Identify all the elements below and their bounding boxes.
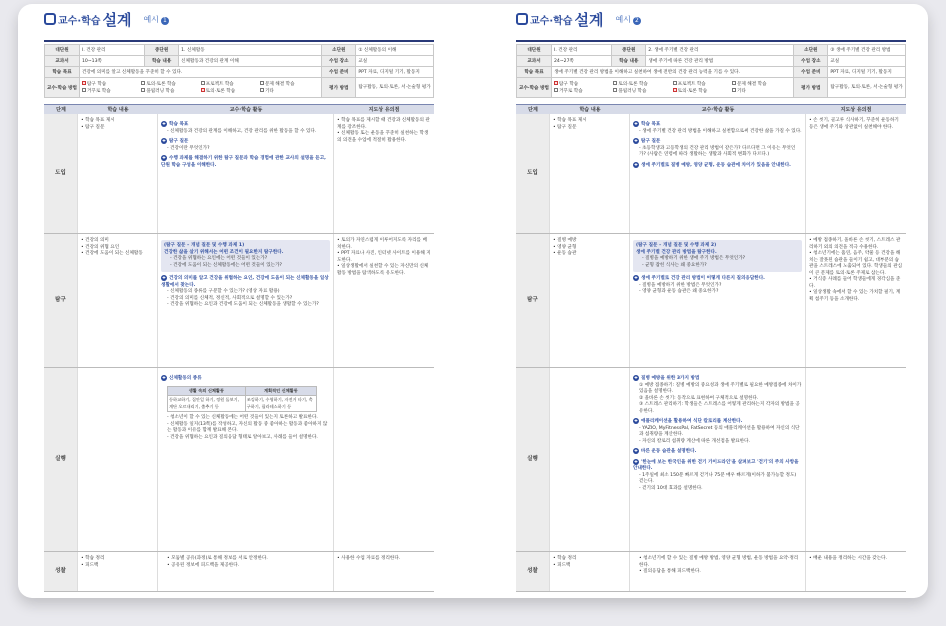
activity-text: - 1주일에 최소 150분 빠르게 걷거나 75분 매우 빠르게(이하가 불가능할 정도) 걷는다. bbox=[639, 472, 797, 484]
method-label: 기타 bbox=[736, 88, 746, 94]
method-item bbox=[673, 81, 732, 88]
book-icon bbox=[44, 13, 56, 25]
meta-cell: 학습 내용 bbox=[612, 56, 646, 67]
column-header: 교수·학습 활동 bbox=[229, 107, 263, 113]
content-item: • 피드백 bbox=[81, 562, 99, 568]
activity-text: - 질병을 예방하기 위한 방법은 무엇인가? bbox=[639, 282, 722, 288]
activity-text: - 초등학생과 고등학생의 건강 관리 방법이 같은가? 다르다면 그 이유는 무엇인가? (사람은 연령에 따라 생활하는 생활과 사회적 변화가 다르다.) bbox=[639, 145, 796, 157]
meta-cell: ① 신체활동의 이해 bbox=[356, 45, 434, 56]
note-cell bbox=[334, 234, 434, 367]
method-item bbox=[732, 88, 791, 95]
method-checkbox[interactable] bbox=[732, 88, 736, 92]
content-cell bbox=[78, 234, 158, 367]
meta-cell: 학습 목표 bbox=[45, 67, 80, 78]
activity-text: - 신체활동의 종류를 구분할 수 있는가? (영상 자료 활용) bbox=[167, 289, 280, 294]
content-item: • 탐구 질문 bbox=[553, 124, 577, 130]
note-item: • 예방 접종하기, 올바른 손 씻기, 스트레스 관리하기 외의 의견을 적극 수용한다. bbox=[809, 238, 901, 250]
meta-cell: 수업 장소 bbox=[322, 56, 356, 67]
header-rule bbox=[44, 40, 434, 42]
method-item bbox=[613, 88, 672, 95]
stage-label: 도입 bbox=[516, 114, 550, 233]
activity-text: • 청소년기에 할 수 있는 질병 예방 방법, 영양 균형 방법, 운동 방법을 요약·정리한다. bbox=[639, 556, 799, 568]
method-checkbox[interactable] bbox=[201, 88, 205, 92]
content-cell bbox=[550, 114, 630, 233]
meta-table bbox=[516, 44, 906, 98]
activity-text: - 청소년이 할 수 있는 신체활동에는 어떤 것들이 있는지 토론하고 발표한다. bbox=[167, 415, 318, 420]
example-text: 예시 bbox=[615, 14, 631, 24]
lesson-grid bbox=[516, 104, 906, 592]
activity-cell bbox=[630, 114, 806, 233]
lesson-grid bbox=[44, 104, 434, 592]
activity-cell bbox=[630, 552, 806, 591]
method-item bbox=[554, 81, 613, 88]
activity-heading: ✚ '한눈에 보는 한국인을 위한 걷기 가이드라인'을 살펴보고 '걷기'의 주의 사항을 안내한다. bbox=[633, 459, 802, 473]
methods-cell bbox=[79, 78, 321, 98]
method-label: 문제 해결 학습 bbox=[736, 81, 767, 87]
meta-cell: 교수·학습 방법 bbox=[517, 78, 552, 98]
column-header: 학습 내용 bbox=[579, 107, 601, 113]
content-item: • 영양 균형 bbox=[553, 244, 577, 250]
logo-title: 설계 bbox=[574, 10, 604, 29]
method-label: 토의·토론 학습 bbox=[677, 88, 708, 94]
activity-type-table bbox=[167, 386, 317, 413]
inquiry-box bbox=[633, 240, 802, 272]
activity-text: • 모둠별 공유(과정)로 통해 정보를 서로 안정한다. bbox=[167, 556, 268, 561]
content-item: • 운동 습관 bbox=[553, 251, 577, 256]
meta-cell: PPT 자료, 디지털 기기, 활동지 bbox=[356, 67, 434, 78]
note-cell bbox=[806, 234, 906, 367]
stage-label: 실행 bbox=[44, 368, 78, 551]
meta-row bbox=[45, 67, 434, 78]
note-item: • 일상생활에서 실천할 수 있는 자신만의 신체활동 방법을 탐색하도록 유도한다. bbox=[337, 264, 429, 276]
content-item: • 학습 목표 제시 bbox=[553, 118, 587, 123]
example-label bbox=[615, 14, 640, 25]
meta-cell: 2. 생애 주기별 건강 관리 bbox=[646, 45, 794, 56]
page-header bbox=[44, 4, 434, 34]
stage-row bbox=[516, 114, 906, 234]
table-header: 생활 속의 신체활동 bbox=[168, 386, 246, 396]
stage-label: 성찰 bbox=[44, 552, 78, 591]
stage-row bbox=[44, 552, 434, 592]
activity-text: - 신체활동과 건강의 관계를 이해하고, 건강 관리를 위한 활동을 할 수 있다. bbox=[167, 128, 317, 134]
activity-text: - 자신의 칼로리 섭취량 계산에 따른 개선점을 발표한다. bbox=[639, 438, 750, 444]
meta-cell: 10~13쪽 bbox=[79, 56, 144, 67]
activity-cell bbox=[158, 552, 334, 591]
method-item bbox=[554, 88, 613, 95]
meta-cell: 대단원 bbox=[517, 45, 552, 56]
note-item: • PPT 자료나 사진, 인터넷 사이트를 이용해 지도한다. bbox=[337, 251, 431, 263]
column-header: 지도상 유의점 bbox=[840, 107, 872, 113]
content-item: • 건강에 도움이 되는 신체활동 bbox=[81, 251, 143, 256]
activity-text: • 공유된 정보에 피드백을 제공한다. bbox=[167, 562, 240, 568]
activity-cell bbox=[158, 234, 334, 367]
method-checkbox[interactable] bbox=[82, 81, 86, 85]
meta-row bbox=[517, 56, 906, 67]
note-cell bbox=[806, 368, 906, 551]
note-item: • 청소년기에는 흡연, 음주, 약물 등 건강을 해치는 잘못된 습관을 들이기 쉽고, 대부분의 습관을 스트레스에 노출되어 있다. 학생들의 관심이 큰 문제를 토의·토론 주제로 삼는다. bbox=[809, 251, 903, 276]
inquiry-question: - 건강을 위협하는 요인에는 어떤 것들이 있는가? bbox=[170, 256, 268, 261]
meta-cell: 대단원 bbox=[45, 45, 80, 56]
note-item: • 토의가 자연스럽게 이루어지도록 자리를 배치한다. bbox=[337, 238, 427, 250]
meta-cell: Ⅰ. 건강 관리 bbox=[551, 45, 611, 56]
activity-text: • 질의응답을 통해 피드백한다. bbox=[639, 569, 701, 574]
activity-heading: ✚ 애플리케이션을 활용하여 식단 칼로리를 계산한다. bbox=[633, 418, 802, 426]
content-cell bbox=[550, 552, 630, 591]
method-item bbox=[82, 81, 141, 88]
content-cell bbox=[78, 368, 158, 551]
methods-cell bbox=[551, 78, 793, 98]
activity-text: - 건강을 위협하는 요인과 질의응답 형태로 알아보고, 사례를 들어 설명한다. bbox=[167, 434, 318, 440]
meta-cell: 중단원 bbox=[612, 45, 646, 56]
activity-heading: ✚ 학습 목표 bbox=[633, 121, 802, 129]
activity-text: - 영양 균형과 운동 습관은 왜 중요한가? bbox=[639, 289, 719, 294]
meta-cell: 교과서 bbox=[45, 56, 80, 67]
stage-label: 실행 bbox=[516, 368, 550, 551]
logo bbox=[44, 9, 131, 30]
meta-cell: 생애 주기에 따른 건강 관리 방법 bbox=[646, 56, 794, 67]
column-header: 단계 bbox=[528, 107, 538, 113]
table-header: 계획적인 신체활동 bbox=[245, 386, 316, 396]
activity-cell bbox=[630, 234, 806, 367]
method-label: 기타 bbox=[264, 88, 274, 94]
method-label: 플립러닝 학습 bbox=[618, 88, 647, 94]
note-item: • 거식증 사례를 들어 학생들에게 경각심을 준다. bbox=[809, 277, 901, 289]
method-label: 탐구 학습 bbox=[558, 81, 579, 87]
activity-heading: ✚ 생애 주기별로 건강 관리 방법이 어떻게 다른지 질의응답한다. bbox=[633, 275, 802, 283]
meta-cell: Ⅰ. 건강 관리 bbox=[79, 45, 144, 56]
header-rule bbox=[516, 40, 906, 42]
grid-header bbox=[44, 104, 434, 114]
method-checkbox[interactable] bbox=[260, 81, 264, 85]
stage-label: 도입 bbox=[44, 114, 78, 233]
meta-cell: 중단원 bbox=[145, 45, 179, 56]
method-item bbox=[201, 88, 260, 95]
content-item: • 학습 정리 bbox=[81, 556, 105, 561]
content-item: • 탐구 질문 bbox=[81, 124, 105, 130]
content-cell bbox=[550, 368, 630, 551]
meta-cell: 건강에 의미를 알고 신체활동을 꾸준히 할 수 있다. bbox=[79, 67, 321, 78]
method-checkbox[interactable] bbox=[260, 88, 264, 92]
stage-label: 탐구 bbox=[44, 234, 78, 367]
method-checkbox[interactable] bbox=[554, 88, 558, 92]
method-checkbox[interactable] bbox=[673, 88, 677, 92]
grid-header bbox=[516, 104, 906, 114]
method-checkbox[interactable] bbox=[732, 81, 736, 85]
method-checkbox[interactable] bbox=[673, 81, 677, 85]
method-item bbox=[201, 81, 260, 88]
method-item bbox=[141, 81, 200, 88]
meta-cell: 교과서 bbox=[517, 56, 552, 67]
method-label: 토의·토론 학습 bbox=[205, 88, 236, 94]
content-cell bbox=[78, 114, 158, 233]
stage-row bbox=[516, 234, 906, 368]
example-label bbox=[143, 14, 168, 25]
note-item: • 학습 목표를 제시할 때 건강과 신체활동의 관계를 강조한다. bbox=[337, 118, 430, 130]
column-header: 단계 bbox=[56, 107, 66, 113]
inquiry-text: 건강한 삶을 살기 위해서는 어떤 조건이 필요한지 탐구한다. bbox=[164, 249, 284, 255]
stage-row bbox=[516, 368, 906, 552]
method-label: 탐구 학습 bbox=[86, 81, 107, 87]
meta-cell: 교실 bbox=[828, 56, 906, 67]
method-item bbox=[732, 81, 791, 88]
inquiry-question: - 질병을 예방하기 위한 생애 주기 방법은 무엇인가? bbox=[642, 256, 746, 261]
stage-row bbox=[44, 114, 434, 234]
method-item bbox=[141, 88, 200, 95]
logo-text: 교수·학습 bbox=[530, 15, 573, 27]
activity-text: ② 올바른 손 씻기: 동작으로 표현하여 구체적으로 설명한다. bbox=[639, 395, 759, 401]
activity-heading: ✚ 건강의 의미를 알고 건강을 위협하는 요인, 건강에 도움이 되는 신체활동을 일상생활에서 찾는다. bbox=[161, 275, 330, 289]
method-checkbox[interactable] bbox=[141, 88, 145, 92]
activity-text: - 생애 주기별 건강 관리 방법을 이해하고 실천함으로써 건강한 삶을 가질 수 있다. bbox=[639, 128, 802, 134]
meta-cell: 24~27쪽 bbox=[551, 56, 611, 67]
content-cell bbox=[550, 234, 630, 367]
method-item bbox=[260, 81, 319, 88]
column-header: 학습 내용 bbox=[107, 107, 129, 113]
activity-heading: ✚ 신체활동의 종류 bbox=[161, 375, 330, 383]
activity-heading: ✚ 질병 예방을 위한 3가지 방법 bbox=[633, 375, 802, 383]
logo-title: 설계 bbox=[102, 10, 132, 29]
note-cell bbox=[806, 114, 906, 233]
inquiry-question: - 균형 잡힌 식사는 왜 중요한가? bbox=[642, 262, 707, 268]
meta-cell: ③ 생애 주기별 건강 관리 방법 bbox=[828, 45, 906, 56]
inquiry-box bbox=[161, 240, 330, 272]
meta-cell: 교실 bbox=[356, 56, 434, 67]
stage-row bbox=[516, 552, 906, 592]
meta-cell: 소단원 bbox=[794, 45, 828, 56]
activity-text: ③ 스트레스 관리하기: 학생들은 스트레스를 어떻게 관리하는지 각자의 방법을 공유한다. bbox=[639, 402, 800, 414]
activity-cell bbox=[158, 114, 334, 233]
logo bbox=[516, 9, 603, 30]
meta-cell: 소단원 bbox=[322, 45, 356, 56]
method-label: 문제 해결 학습 bbox=[264, 81, 295, 87]
meta-cell: 평가 방법 bbox=[794, 78, 828, 98]
meta-row bbox=[517, 78, 906, 98]
lesson-plan-page bbox=[44, 4, 434, 598]
meta-cell: 학습 목표 bbox=[517, 67, 552, 78]
meta-row bbox=[517, 45, 906, 56]
meta-cell: 탐구활동, 토의·토론, 서·논술형 평가 bbox=[828, 78, 906, 98]
inquiry-title: (탐구 질문 – 개념 질문 및 수행 과제 1) bbox=[164, 243, 245, 248]
activity-heading: ✚ 탐구 질문 bbox=[161, 138, 330, 146]
example-text: 예시 bbox=[143, 14, 159, 24]
content-item: • 피드백 bbox=[553, 562, 571, 568]
note-cell bbox=[334, 552, 434, 591]
method-checkbox[interactable] bbox=[201, 81, 205, 85]
method-label: 거꾸로 학습 bbox=[558, 88, 583, 94]
activity-heading: ✚ 학습 목표 bbox=[161, 121, 330, 129]
content-item: • 건강의 위협 요인 bbox=[81, 244, 120, 250]
content-item: • 질병 예방 bbox=[553, 238, 577, 243]
note-item: • 손 씻기, 골고루 식사하기, 꾸준히 운동하기 등은 생애 주기와 상관없이 실천해야 한다. bbox=[809, 118, 899, 130]
stage-label: 성찰 bbox=[516, 552, 550, 591]
method-label: 프로젝트 학습 bbox=[677, 81, 706, 87]
meta-cell: 수업 장소 bbox=[794, 56, 828, 67]
activity-heading: ✚ 탐구 질문 bbox=[633, 138, 802, 146]
stage-row bbox=[44, 368, 434, 552]
example-number: 2 bbox=[633, 17, 641, 25]
activity-cell bbox=[158, 368, 334, 551]
page-header bbox=[516, 4, 906, 34]
meta-cell: 탐구활동, 토의·토론, 서·논술형 평가 bbox=[356, 78, 434, 98]
method-label: 거꾸로 학습 bbox=[86, 88, 111, 94]
method-checkbox[interactable] bbox=[141, 81, 145, 85]
activity-text: - 건강이란 무엇인가? bbox=[167, 145, 210, 151]
activity-text: - YAZIO, MyFitnessPal, FatSecret 등의 애플리케이션을 활용하여 자신의 식단과 섭취량을 계산한다. bbox=[639, 425, 800, 437]
method-label: 플립러닝 학습 bbox=[146, 88, 175, 94]
logo-text: 교수·학습 bbox=[58, 15, 101, 27]
method-checkbox[interactable] bbox=[613, 88, 617, 92]
meta-cell: 수업 준비 bbox=[322, 67, 356, 78]
stage-label: 탐구 bbox=[516, 234, 550, 367]
activity-text: - 신체활동 일지(13쪽)를 작성하고, 자신의 활동 중 좋아하는 활동과 좋아하지 않는 활동과 이유를 함께 발표해 본다. bbox=[167, 421, 328, 433]
method-item bbox=[613, 81, 672, 88]
meta-row bbox=[45, 78, 434, 98]
meta-cell: 학습 내용 bbox=[145, 56, 179, 67]
meta-row bbox=[45, 45, 434, 56]
inquiry-text: 생애 주기별 건강 관리 방법을 탐구한다. bbox=[636, 249, 717, 255]
meta-cell: 신체활동과 건강의 관계 이해 bbox=[179, 56, 322, 67]
inquiry-question: - 건강에 도움이 되는 신체활동에는 어떤 것들이 있는가? bbox=[170, 262, 282, 268]
content-item: • 학습 목표 제시 bbox=[81, 118, 115, 123]
meta-cell: PPT 자료, 디지털 기기, 활동지 bbox=[828, 67, 906, 78]
activity-text: - 걷기의 10대 효과를 설명한다. bbox=[639, 485, 703, 491]
activity-text: - 건강의 의미를 신체적, 정신적, 사회적으로 설명할 수 있는가? bbox=[167, 295, 293, 301]
note-item: • 신체활동 또는 운동을 꾸준히 실천하는 학생의 의견을 수업에 적절히 활용한다. bbox=[337, 131, 429, 143]
meta-cell: 1. 신체활동 bbox=[179, 45, 322, 56]
method-label: 토의·토론 학습 bbox=[146, 81, 176, 87]
activity-heading: ✚ 생애 주기별로 질병 예방, 영양 균형, 운동 습관에 차이가 있음을 안내한다. bbox=[633, 162, 802, 170]
table-row bbox=[168, 386, 317, 396]
table-cell: 등하교하기, 집안일 하기, 정원 돌보기, 계단 오르내리기, 춤추기 등 bbox=[168, 396, 246, 412]
meta-cell: 교수·학습 방법 bbox=[45, 78, 80, 98]
activity-heading: ✚ 수행 과제를 해결하기 위한 탐구 질문과 학습 경험에 관한 교사의 설명을 듣고, 단원 학습 구성을 이해한다. bbox=[161, 155, 330, 169]
stage-row bbox=[44, 234, 434, 368]
example-number: 1 bbox=[161, 17, 169, 25]
method-label: 프로젝트 학습 bbox=[205, 81, 234, 87]
method-item bbox=[260, 88, 319, 95]
content-cell bbox=[78, 552, 158, 591]
note-cell bbox=[334, 114, 434, 233]
activity-text: ① 예방 접종하기: 질병 예방의 중요성과 생애 주기별로 필요한 예방접종에 차이가 있음을 설명한다. bbox=[639, 382, 802, 394]
method-label: 토의·토론 학습 bbox=[618, 81, 648, 87]
meta-cell: 평가 방법 bbox=[322, 78, 356, 98]
method-item bbox=[673, 88, 732, 95]
inquiry-title: (탐구 질문 – 개념 질문 및 수행 과제 2) bbox=[636, 243, 717, 248]
note-item: • 배운 내용을 정리하는 시간을 갖는다. bbox=[809, 556, 888, 561]
method-checkbox[interactable] bbox=[613, 81, 617, 85]
note-item: • 사용한 수업 자료를 정리한다. bbox=[337, 556, 401, 561]
method-item bbox=[82, 88, 141, 95]
meta-table bbox=[44, 44, 434, 98]
meta-row bbox=[517, 67, 906, 78]
meta-row bbox=[45, 56, 434, 67]
activity-heading: ✚ 바른 운동 습관을 설명한다. bbox=[633, 448, 802, 456]
note-cell bbox=[806, 552, 906, 591]
book-icon bbox=[516, 13, 528, 25]
table-row bbox=[168, 396, 317, 412]
lesson-plan-page bbox=[516, 4, 906, 598]
column-header: 교수·학습 활동 bbox=[701, 107, 735, 113]
activity-cell bbox=[630, 368, 806, 551]
content-item: • 건강의 의미 bbox=[81, 238, 109, 243]
content-item: • 학습 정리 bbox=[553, 556, 577, 561]
activity-text: - 건강을 위협하는 요인과 건강에 도움이 되는 신체활동을 생활할 수 있는가? bbox=[167, 302, 319, 307]
meta-cell: 수업 준비 bbox=[794, 67, 828, 78]
meta-cell: 생애 주기별 건강 관리 방법을 이해하고 실천하여 생애 전반의 건강 관리 능력을 기를 수 있다. bbox=[551, 67, 793, 78]
document-frame bbox=[18, 4, 928, 598]
method-checkbox[interactable] bbox=[82, 88, 86, 92]
method-checkbox[interactable] bbox=[554, 81, 558, 85]
table-cell: 조깅하기, 수영하기, 자전거 타기, 축구하기, 필라테스하기 등 bbox=[245, 396, 316, 412]
column-header: 지도상 유의점 bbox=[368, 107, 400, 113]
note-item: • 일상생활 속에서 할 수 있는 가치할 필기, 계획 첨주기 등을 소개한다. bbox=[809, 290, 901, 302]
note-cell bbox=[334, 368, 434, 551]
